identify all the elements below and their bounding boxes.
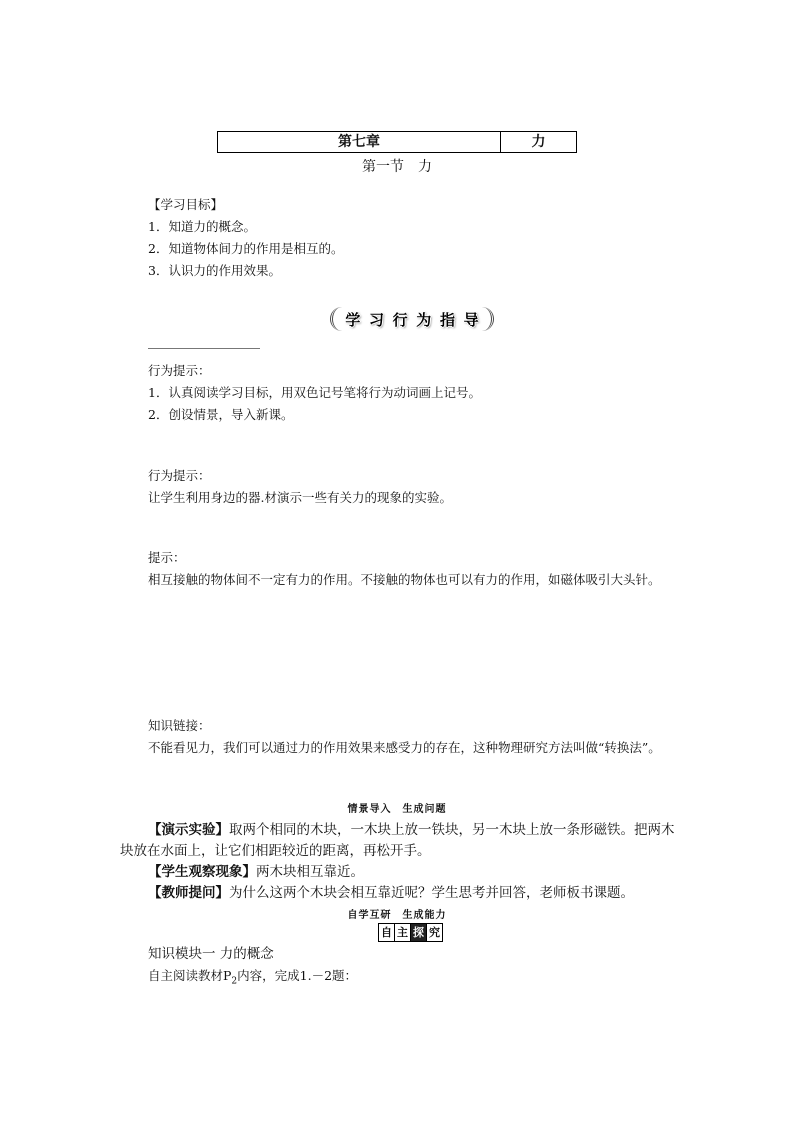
banner-char: 为 [416,310,432,329]
chapter-header-table [217,131,577,153]
hint-block-1 [148,360,481,426]
hint-label: 行为提示： [148,363,211,378]
hint-item: 2．创设情景，导入新课。 [148,407,294,422]
scene-heading: 情景导入 生成问题 [347,804,447,815]
goals-heading: 【学习目标】 [148,197,224,212]
hint-item: 1．认真阅读学习目标，用双色记号笔将行为动词画上记号。 [148,385,481,400]
guide-banner [330,307,494,331]
banner-char: 习 [368,310,384,329]
self-study-label [378,923,443,942]
observe-text: 两木块相互靠近。 [256,864,364,880]
hint-block-2 [148,465,452,509]
self-study-char: 探 [411,924,427,941]
banner-char: 导 [463,310,479,329]
observe-tag: 【学生观察现象】 [148,864,256,880]
goal-item: 2．知道物体间力的作用是相互的。 [148,241,344,256]
section-title: 第一节 力 [362,159,432,175]
goal-item: 3．认识力的作用效果。 [148,263,281,278]
teacher-text: 为什么这两个木块会相互靠近呢？学生思考并回答，老师板书课题。 [229,885,634,901]
read-task-page-sub: 2 [231,976,238,987]
demo-paragraph [120,820,680,862]
knowledge-link-text: 不能看见力，我们可以通过力的作用效果来感受力的存在，这种物理研究方法叫做“转换法”。 [148,740,661,755]
chapter-topic: 力 [531,134,546,150]
hint-label: 行为提示： [148,468,211,483]
read-task-before: 自主阅读教材P [148,968,232,983]
study-heading: 自学互研 生成能力 [347,910,447,921]
chapter-number: 第七章 [218,132,501,152]
read-task [148,965,357,993]
hint-label-3: 提示： [148,550,186,565]
banner-char: 指 [439,310,455,329]
teacher-tag: 【教师提问】 [148,885,229,901]
observe-paragraph [148,862,364,883]
hint-text: 让学生利用身边的器.材演示一些有关力的现象的实验。 [148,490,452,505]
self-study-char: 主 [395,924,411,941]
self-study-char: 自 [379,924,395,941]
goal-item: 1．知道力的概念。 [148,219,256,234]
self-study-char: 究 [429,926,440,939]
divider-line [148,348,260,349]
demo-tag: 【演示实验】 [148,822,229,838]
hint-text-3: 相互接触的物体间不一定有力的作用。不接触的物体也可以有力的作用，如磁体吸引大头针。 [148,572,661,587]
knowledge-link-label: 知识链接： [148,718,211,733]
module-title: 知识模块一 力的概念 [148,946,274,962]
read-task-after: 内容，完成1.－2题： [237,968,358,983]
banner-char: 行 [392,310,408,329]
banner-char: 学 [345,310,361,329]
goals-block [148,194,343,282]
teacher-paragraph [148,883,634,904]
demo-text: 取两个相同的木块，一木块上放一铁块，另一木块上放一条形磁铁。把两木块放在水面上，让它们相距较近的距离，再松开手。 [120,822,675,859]
